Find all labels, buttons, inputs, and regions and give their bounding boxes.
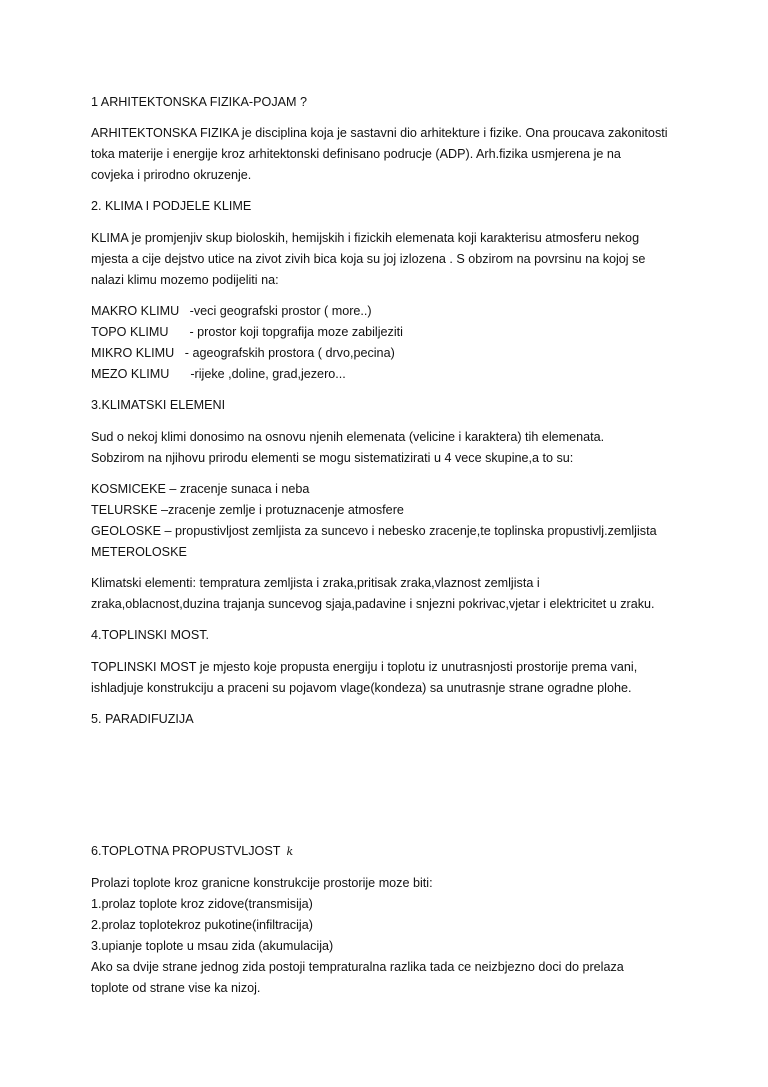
text-line: Prolazi toplote kroz granicne konstrukcije prostorije moze biti:	[91, 876, 433, 890]
kappa-symbol: k	[286, 845, 294, 858]
text-line: nalazi klimu mozemo podijeliti na:	[91, 273, 279, 287]
text-line: covjeka i prirodno okruzenje.	[91, 168, 252, 182]
list-item: MAKRO KLIMU -veci geografski prostor ( more..)	[91, 304, 372, 318]
list-item: MEZO KLIMU -rijeke ,doline, grad,jezero...	[91, 367, 346, 381]
list-item: MIKRO KLIMU - ageografskih prostora ( drvo,pecina)	[91, 346, 395, 360]
heading-klimatski-elementi: 3.KLIMATSKI ELEMENI	[91, 398, 226, 412]
text-line: ishladjuje konstrukciju a praceni su pojavom vlage(kondeza) sa unutrasnje strane ogradne plohe.	[91, 681, 632, 695]
text-line: KLIMA je promjenjiv skup bioloskih, hemijskih i fizickih elemenata koji karakterisu atmosferu nekog	[91, 231, 640, 245]
list-skupine	[91, 479, 691, 563]
text-line: Ako sa dvije strane jednog zida postoji tempraturalna razlika tada ce neizbjezno doci do prelaza	[91, 960, 624, 974]
text-line: mjesta a cije dejstvo utice na zivot zivih bica koja su joj izlozena . S obzirom na povrsinu na kojoj se	[91, 252, 646, 266]
text-line: TOPLINSKI MOST je mjesto koje propusta energiju i toplotu iz unutrasnjosti prostorije prema vani,	[91, 660, 638, 674]
list-klime	[91, 301, 691, 385]
paragraph-klimatski-elementi-lista	[91, 573, 691, 615]
heading-toplotna-propustvljost: 6.TOPLOTNA PROPUSTVLJOST k	[91, 844, 294, 858]
paragraph-arhitektonska-fizika	[91, 123, 691, 186]
text-line: toplote od strane vise ka nizoj.	[91, 981, 261, 995]
text-line: Sobzirom na njihovu prirodu elementi se mogu sistematizirati u 4 vece skupine,a to su:	[91, 451, 574, 465]
list-item: TOPO KLIMU - prostor koji topgrafija moze zabiljeziti	[91, 325, 403, 339]
list-item: METEROLOSKE	[91, 545, 187, 559]
paragraph-toplotna-propustvljost	[91, 873, 691, 999]
paragraph-klima	[91, 228, 691, 291]
list-item: KOSMICEKE – zracenje sunaca i neba	[91, 482, 310, 496]
text-line: 1.prolaz toplote kroz zidove(transmisija)	[91, 897, 313, 911]
heading-arhitektonska-fizika: 1 ARHITEKTONSKA FIZIKA-POJAM ?	[91, 95, 308, 109]
text-line: 2.prolaz toplotekroz pukotine(infiltracija)	[91, 918, 313, 932]
heading-klima: 2. KLIMA I PODJELE KLIME	[91, 199, 252, 213]
text-line: toka materije i energije kroz arhitektonski definisano podrucje (ADP). Arh.fizika usmjerena je na	[91, 147, 621, 161]
text-line: 3.upianje toplote u msau zida (akumulacija)	[91, 939, 334, 953]
text-line: Klimatski elementi: tempratura zemljista i zraka,pritisak zraka,vlaznost zemljista i	[91, 576, 540, 590]
list-item: GEOLOSKE – propustivljost zemljista za suncevo i nebesko zracenje,te toplinska propustivlj.zemljista	[91, 524, 657, 538]
paragraph-klimatski-elementi	[91, 427, 691, 469]
text-line: Sud o nekoj klimi donosimo na osnovu njenih elemenata (velicine i karaktera) tih elemenata.	[91, 430, 605, 444]
heading-paradifuzija: 5. PARADIFUZIJA	[91, 712, 194, 726]
heading-toplinski-most: 4.TOPLINSKI MOST.	[91, 628, 210, 642]
text-line: zraka,oblacnost,duzina trajanja suncevog sjaja,padavine i snjezni pokrivac,vjetar i elektricitet u zraku.	[91, 597, 655, 611]
list-item: TELURSKE –zracenje zemlje i protuznacenje atmosfere	[91, 503, 404, 517]
paragraph-toplinski-most	[91, 657, 691, 699]
text-line: ARHITEKTONSKA FIZIKA je disciplina koja je sastavni dio arhitekture i fizike. Ona proucava zakonitosti	[91, 126, 668, 140]
